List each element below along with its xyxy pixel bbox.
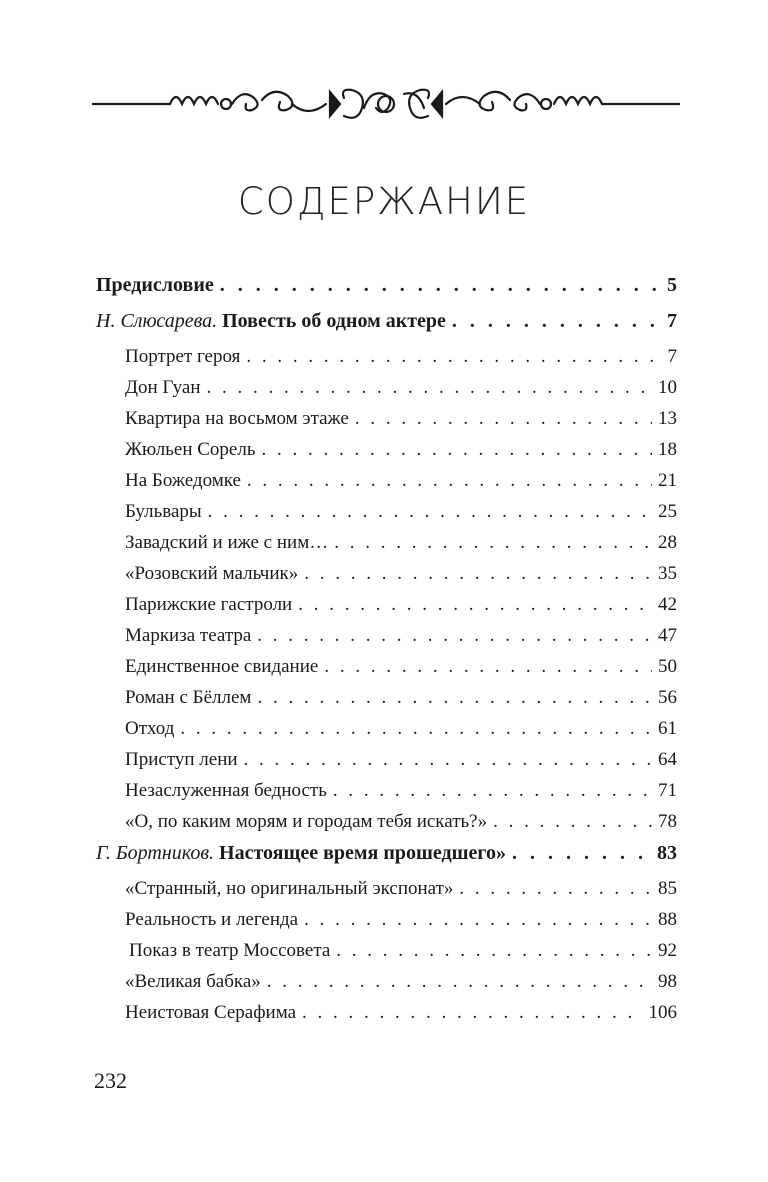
section-title: Повесть об одном актере xyxy=(222,310,446,332)
toc-entry-page: 21 xyxy=(658,470,677,491)
dot-leader xyxy=(180,716,652,742)
dot-leader xyxy=(304,907,652,933)
toc-entry-page: 85 xyxy=(658,878,677,899)
toc-entry xyxy=(96,747,677,778)
toc-entry xyxy=(96,907,677,938)
toc-entry-page: 50 xyxy=(658,656,677,677)
dot-leader xyxy=(220,272,661,298)
toc-entry xyxy=(96,375,677,406)
toc-entry xyxy=(96,561,677,592)
section-author: Г. Бортников. xyxy=(96,842,215,864)
toc-entry xyxy=(96,437,677,468)
ornamental-divider-icon xyxy=(92,78,680,126)
dot-leader xyxy=(304,561,652,587)
dot-leader xyxy=(324,654,652,680)
toc-entry-title: Единственное свидание xyxy=(125,656,319,677)
toc-entry xyxy=(96,969,677,1000)
toc-entry xyxy=(96,499,677,530)
page-number: 232 xyxy=(94,1068,127,1093)
toc-entry-title: «О, по каким морям и городам тебя искать?» xyxy=(125,811,488,832)
toc-entry-title: «Странный, но оригинальный экспонат» xyxy=(125,878,454,899)
toc-entry-page: 83 xyxy=(657,842,677,864)
toc-entry xyxy=(96,809,677,840)
toc-section-2 xyxy=(96,840,677,876)
toc-entry-title: Неистовая Серафима xyxy=(125,1002,297,1023)
page-title: СОДЕРЖАНИЕ xyxy=(237,180,531,223)
toc-entry-page: 18 xyxy=(658,439,677,460)
table-of-contents xyxy=(96,272,677,1031)
dot-leader xyxy=(257,623,652,649)
toc-entry-title: Роман с Бёллем xyxy=(125,687,252,708)
dot-leader xyxy=(333,778,652,804)
toc-entry-page: 47 xyxy=(658,625,677,646)
dot-leader xyxy=(512,840,651,866)
dot-leader xyxy=(493,809,652,835)
toc-entry-title: Маркиза театра xyxy=(125,625,252,646)
toc-entry-page: 10 xyxy=(658,377,677,398)
toc-entry-title: Завадский и иже с ним… xyxy=(125,532,329,553)
dot-leader xyxy=(207,375,653,401)
toc-entry-title: На Божедомке xyxy=(125,470,241,491)
toc-entry xyxy=(96,1000,677,1031)
toc-entry-title: Бульвары xyxy=(125,501,202,522)
dot-leader xyxy=(355,406,652,432)
toc-entry-title: «Великая бабка» xyxy=(125,971,261,992)
dot-leader xyxy=(247,468,652,494)
section-author: Н. Слюсарева. xyxy=(96,310,218,332)
toc-entry-title: Портрет героя xyxy=(125,346,241,367)
dot-leader xyxy=(257,685,652,711)
toc-entry xyxy=(96,623,677,654)
toc-entry-page: 13 xyxy=(658,408,677,429)
toc-entry-page: 98 xyxy=(658,971,677,992)
toc-entry-page: 92 xyxy=(658,940,677,961)
toc-entry-title: Дон Гуан xyxy=(125,377,201,398)
toc-entry xyxy=(96,938,677,969)
toc-entry-page: 5 xyxy=(667,274,677,296)
dot-leader xyxy=(246,344,661,370)
toc-entry-page: 56 xyxy=(658,687,677,708)
toc-entry xyxy=(96,344,677,375)
toc-entry-title: Реальность и легенда xyxy=(125,909,299,930)
toc-entry-title: Незаслуженная бедность xyxy=(125,780,327,801)
toc-entry xyxy=(96,685,677,716)
toc-entry-title: Жюльен Сорель xyxy=(125,439,256,460)
toc-entry-title: Парижские гастроли xyxy=(125,594,293,615)
toc-entry-page: 35 xyxy=(658,563,677,584)
toc-entry-preface xyxy=(96,272,677,308)
toc-entry xyxy=(96,592,677,623)
toc-entry-title: «Розовский мальчик» xyxy=(125,563,299,584)
toc-entry-page: 64 xyxy=(658,749,677,770)
toc-entry-page: 61 xyxy=(658,718,677,739)
toc-entry xyxy=(96,406,677,437)
toc-entry-page: 106 xyxy=(648,1002,677,1023)
toc-entry-title: Показ в театр Моссовета xyxy=(129,940,331,961)
toc-entry-page: 78 xyxy=(658,811,677,832)
toc-entry-title: Квартира на восьмом этаже xyxy=(125,408,349,429)
toc-entry xyxy=(96,654,677,685)
toc-entry-page: 88 xyxy=(658,909,677,930)
toc-entry xyxy=(96,778,677,809)
toc-entry xyxy=(96,530,677,561)
toc-entry-page: 7 xyxy=(667,310,677,332)
dot-leader xyxy=(452,308,661,334)
dot-leader xyxy=(459,876,652,902)
dot-leader xyxy=(244,747,652,773)
toc-entry-title: Предисловие xyxy=(96,274,214,296)
toc-entry-page: 28 xyxy=(658,532,677,553)
toc-entry xyxy=(96,716,677,747)
dot-leader xyxy=(208,499,652,525)
toc-entry-page: 25 xyxy=(658,501,677,522)
dot-leader xyxy=(302,1000,642,1026)
dot-leader xyxy=(336,938,652,964)
toc-entry-title: Приступ лени xyxy=(125,749,238,770)
dot-leader xyxy=(334,530,652,556)
toc-entry-title: Отход xyxy=(125,718,175,739)
dot-leader xyxy=(262,437,653,463)
toc-section-1 xyxy=(96,308,677,344)
toc-entry xyxy=(96,468,677,499)
dot-leader xyxy=(267,969,652,995)
dot-leader xyxy=(298,592,652,618)
toc-entry xyxy=(96,876,677,907)
toc-entry-page: 7 xyxy=(667,346,677,367)
toc-entry-page: 42 xyxy=(658,594,677,615)
toc-entry-page: 71 xyxy=(658,780,677,801)
section-title: Настоящее время прошедшего» xyxy=(219,842,506,864)
